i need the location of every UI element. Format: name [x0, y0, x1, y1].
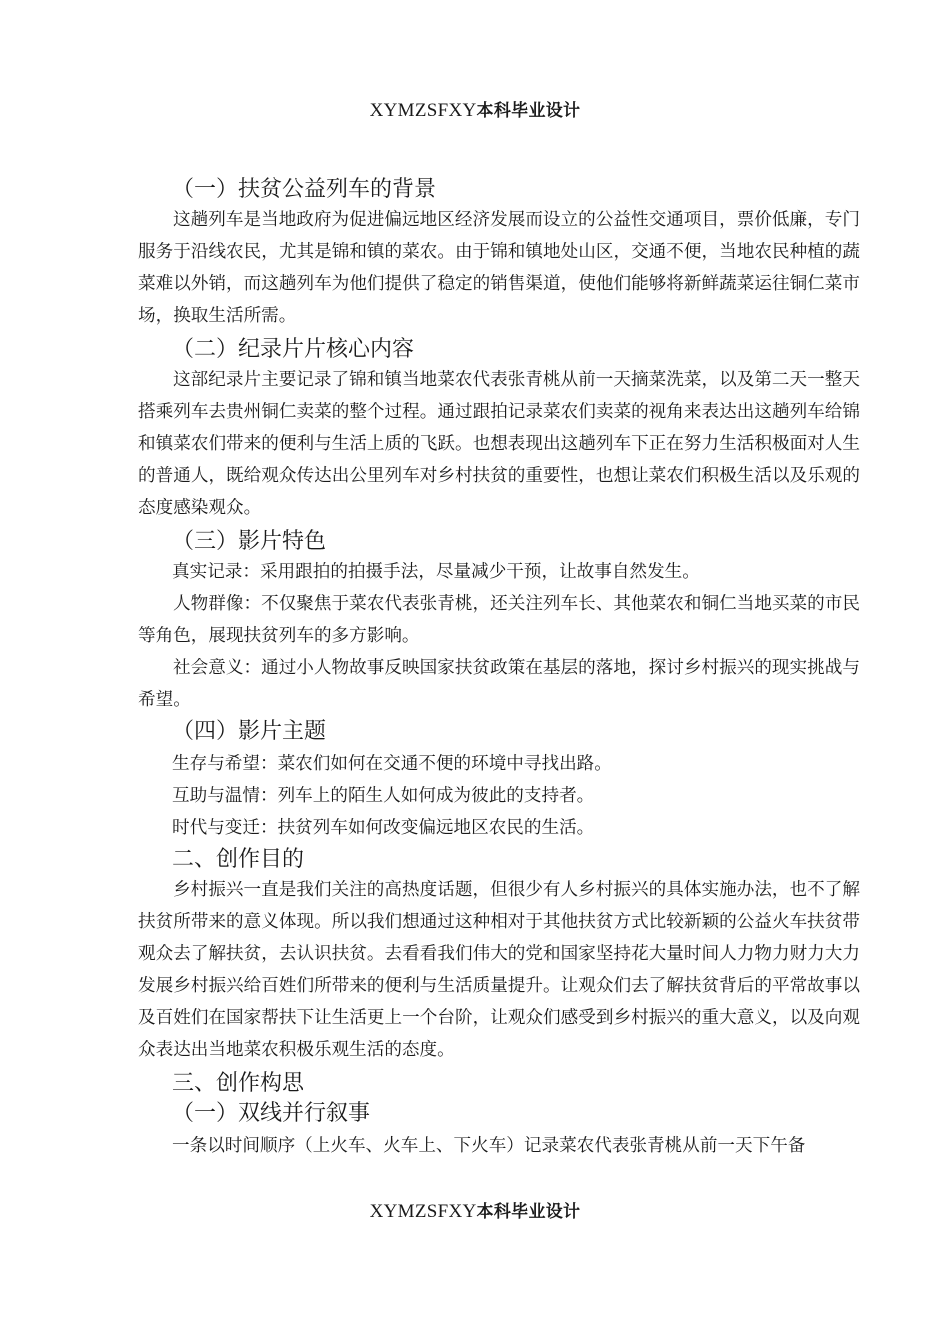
paragraph-dual-narrative: 一条以时间顺序（上火车、火车上、下火车）记录菜农代表张青桃从前一天下午备 [172, 1136, 806, 1156]
section-heading-purpose: 二、创作目的 [172, 847, 305, 872]
footer-title: 本科毕业设计 [476, 1202, 581, 1222]
paragraph-core-content: 这部纪录片主要记录了锦和镇当地菜农代表张青桃从前一天摘菜洗菜，以及第二天一整天搭乘列车去贵州铜仁卖菜的整个过程。通过跟拍记录菜农们卖菜的视角来表达出这趟列车给锦和镇菜农们带来的便利与生活上质的飞跃。也想表现出这趟列车下正在努力生活积极面对人生的普通人，既给观众传达出公里列车对乡村扶贫的重要性，也想让菜农们积极生活以及乐观的态度感染观众。 [138, 370, 860, 518]
section-heading-core-content: （二）纪录片片核心内容 [172, 337, 415, 362]
paragraph-feature-social: 社会意义：通过小人物故事反映国家扶贫政策在基层的落地，探讨乡村振兴的现实挑战与希望。 [138, 658, 860, 710]
footer-school-code: XYMZSFXY [369, 1201, 477, 1222]
paragraph-theme-survival: 生存与希望：菜农们如何在交通不便的环境中寻找出路。 [172, 754, 612, 774]
section-heading-concept: 三、创作构思 [172, 1071, 305, 1096]
section-heading-themes: （四）影片主题 [172, 719, 327, 744]
section-heading-background: （一）扶贫公益列车的背景 [172, 177, 437, 202]
section-heading-features: （三）影片特色 [172, 529, 327, 554]
paragraph-feature-characters: 人物群像：不仅聚焦于菜农代表张青桃，还关注列车长、其他菜农和铜仁当地买菜的市民等角色，展现扶贫列车的多方影响。 [138, 594, 860, 646]
header-school-code: XYMZSFXY [369, 100, 477, 121]
paragraph-purpose: 乡村振兴一直是我们关注的高热度话题，但很少有人乡村振兴的具体实施办法，也不了解扶贫所带来的意义体现。所以我们想通过这种相对于其他扶贫方式比较新颖的公益火车扶贫带观众去了解扶贫，去认识扶贫。去看看我们伟大的党和国家坚持花大量时间人力物力财力大力发展乡村振兴给百姓们所带来的便利与生活质量提升。让观众们去了解扶贫背后的平常故事以及百姓们在国家帮扶下让生活更上一个台阶，让观众们感受到乡村振兴的重大意义，以及向观众表达出当地菜农积极乐观生活的态度。 [138, 880, 860, 1060]
paragraph-background: 这趟列车是当地政府为促进偏远地区经济发展而设立的公益性交通项目，票价低廉，专门服务于沿线农民，尤其是锦和镇的菜农。由于锦和镇地处山区，交通不便，当地农民种植的蔬菜难以外销，而这趟列车为他们提供了稳定的销售渠道，使他们能够将新鲜蔬菜运往铜仁菜市场，换取生活所需。 [138, 210, 860, 326]
section-heading-dual-narrative: （一）双线并行叙事 [172, 1101, 371, 1126]
page-header [0, 96, 950, 122]
page-footer [0, 1197, 950, 1223]
paragraph-theme-mutual-help: 互助与温情：列车上的陌生人如何成为彼此的支持者。 [172, 786, 595, 806]
paragraph-theme-change: 时代与变迁：扶贫列车如何改变偏远地区农民的生活。 [172, 818, 595, 838]
paragraph-feature-realism: 真实记录：采用跟拍的拍摄手法，尽量减少干预，让故事自然发生。 [172, 562, 700, 582]
header-title: 本科毕业设计 [476, 101, 581, 121]
